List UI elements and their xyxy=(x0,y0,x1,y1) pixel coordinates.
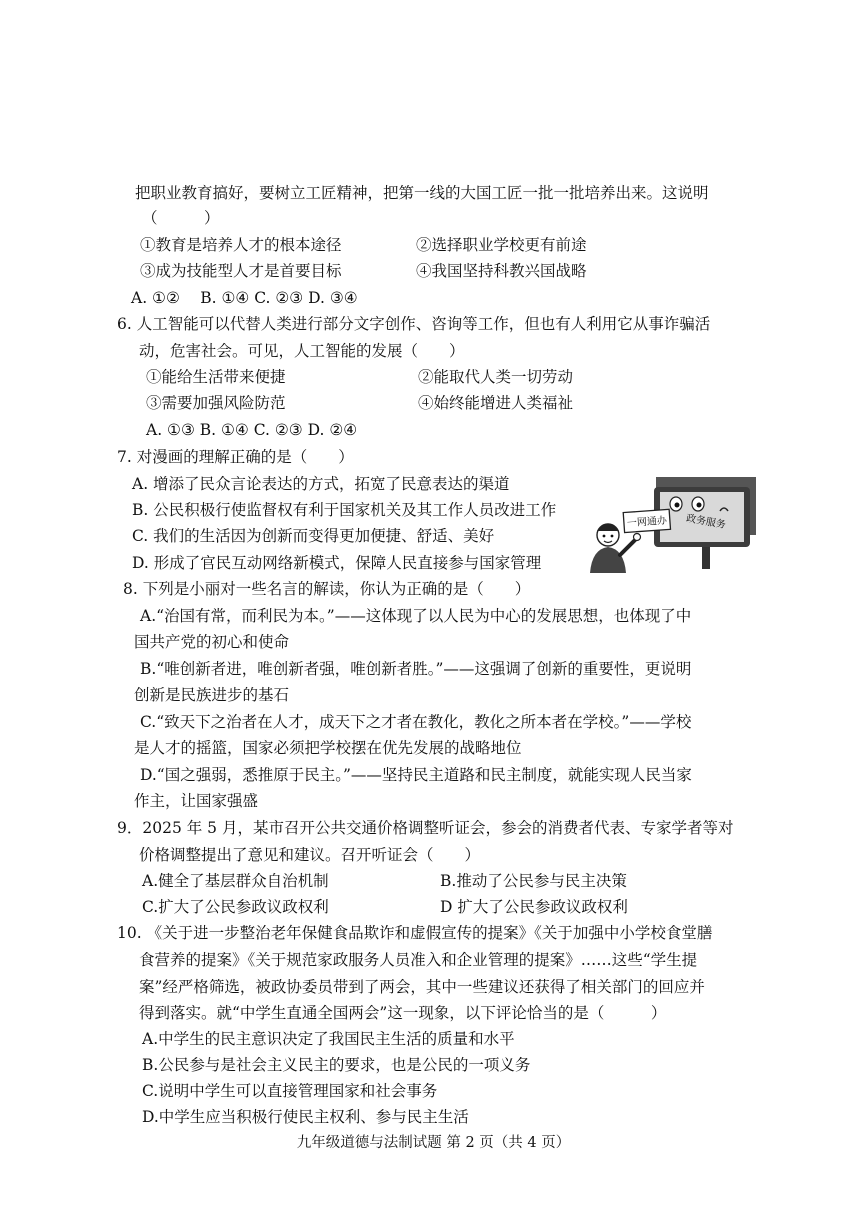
q7-option-b: B. 公民积极行使监督权有利于国家机关及其工作人员改进工作 xyxy=(132,501,557,519)
q6-statement-2: ②能取代人类一切劳动 xyxy=(418,368,574,386)
q8-option-b-line-2: 创新是民族进步的基石 xyxy=(134,686,290,704)
q5-answer-paren: （ ） xyxy=(142,209,220,227)
q10-stem-line-1: 10. 《关于进一步整治老年保健食品欺诈和虚假宣传的提案》《关于加强中小学校食堂膳 xyxy=(117,924,713,942)
q7-option-d: D. 形成了官民互动网络新模式，保障人民直接参与国家管理 xyxy=(132,554,542,572)
q7-option-c: C. 我们的生活因为创新而变得更加便捷、舒适、美好 xyxy=(132,527,495,545)
q5-statement-3: ③成为技能型人才是首要目标 xyxy=(140,262,342,280)
q8-option-b-line-1: B.“唯创新者进，唯创新者强，唯创新者胜。”——这强调了创新的重要性，更说明 xyxy=(140,660,692,678)
q6-statement-4: ④始终能增进人类福祉 xyxy=(418,394,574,412)
q7-stem: 7. 对漫画的理解正确的是（ ） xyxy=(117,448,354,466)
q9-option-c: C.扩大了公民参政议政权利 xyxy=(142,898,329,916)
q10-option-c: C.说明中学生可以直接管理国家和社会事务 xyxy=(142,1082,438,1100)
q6-statement-3: ③需要加强风险防范 xyxy=(146,394,286,412)
q5-statement-4: ④我国坚持科教兴国战略 xyxy=(416,262,587,280)
q8-option-d-line-2: 作主，让国家强盛 xyxy=(134,792,259,810)
q10-stem-line-3: 案”经严格筛选，被政协委员带到了两会，其中一些建议还获得了相关部门的回应并 xyxy=(139,978,705,996)
q5-statement-2: ②选择职业学校更有前途 xyxy=(416,236,587,254)
q5-stem-continued: 把职业教育搞好，要树立工匠精神，把第一线的大国工匠一批一批培养出来。这说明 xyxy=(135,184,709,202)
q7-option-a: A. 增添了民众言论表达的方式，拓宽了民意表达的渠道 xyxy=(132,475,510,493)
q9-stem-line-2: 价格调整提出了意见和建议。召开听证会（ ） xyxy=(139,846,481,864)
cartoon-sign-1: 一网通办 xyxy=(626,515,668,530)
q9-option-a: A.健全了基层群众自治机制 xyxy=(142,872,329,890)
q6-choices: A. ①③ B. ①④ C. ②③ D. ②④ xyxy=(146,421,358,439)
cartoon-sign-2: 政务服务 xyxy=(685,513,727,532)
q5-statement-1: ①教育是培养人才的根本途径 xyxy=(140,236,342,254)
q10-stem-line-4: 得到落实。就“中学生直通全国两会”这一现象，以下评论恰当的是（ ） xyxy=(139,1004,667,1022)
q9-option-b: B.推动了公民参与民主决策 xyxy=(440,872,627,890)
q6-stem-line-2: 动，危害社会。可见，人工智能的发展（ ） xyxy=(139,342,465,360)
q9-option-d: D 扩大了公民参政议政权利 xyxy=(440,898,628,916)
q10-stem-line-2: 食营养的提案》《关于规范家政服务人员准入和企业管理的提案》……这些“学生提 xyxy=(139,951,698,969)
q6-statement-1: ①能给生活带来便捷 xyxy=(146,368,286,386)
q7-cartoon-image xyxy=(584,477,756,573)
q8-option-a-line-2: 国共产党的初心和使命 xyxy=(134,633,290,651)
q10-option-d: D.中学生应当积极行使民主权利、参与民主生活 xyxy=(142,1108,469,1126)
q8-option-a-line-1: A.“治国有常，而利民为本。”——这体现了以人民为中心的发展思想，也体现了中 xyxy=(140,607,692,625)
q8-option-c-line-2: 是人才的摇篮，国家必须把学校摆在优先发展的战略地位 xyxy=(134,739,522,757)
q9-stem-line-1: 9．2025 年 5 月，某市召开公共交通价格调整听证会，参会的消费者代表、专家学者等对 xyxy=(117,819,734,837)
q6-stem-line-1: 6. 人工智能可以代替人类进行部分文字创作、咨询等工作，但也有人利用它从事诈骗活 xyxy=(117,315,711,333)
q8-option-c-line-1: C.“致天下之治者在人才，成天下之才者在教化，教化之所本者在学校。”——学校 xyxy=(140,713,692,731)
q8-option-d-line-1: D.“国之强弱，悉推原于民主。”——坚持民主道路和民主制度，就能实现人民当家 xyxy=(140,766,692,784)
q8-stem: 8. 下列是小丽对一些名言的解读，你认为正确的是（ ） xyxy=(123,580,531,598)
q10-option-a: A.中学生的民主意识决定了我国民主生活的质量和水平 xyxy=(142,1030,515,1048)
q10-option-b: B.公民参与是社会主义民主的要求，也是公民的一项义务 xyxy=(142,1056,531,1074)
page-footer: 九年级道德与法制试题 第 2 页（共 4 页） xyxy=(296,1135,571,1151)
q5-choices: A. ①② B. ①④ C. ②③ D. ③④ xyxy=(131,289,358,307)
